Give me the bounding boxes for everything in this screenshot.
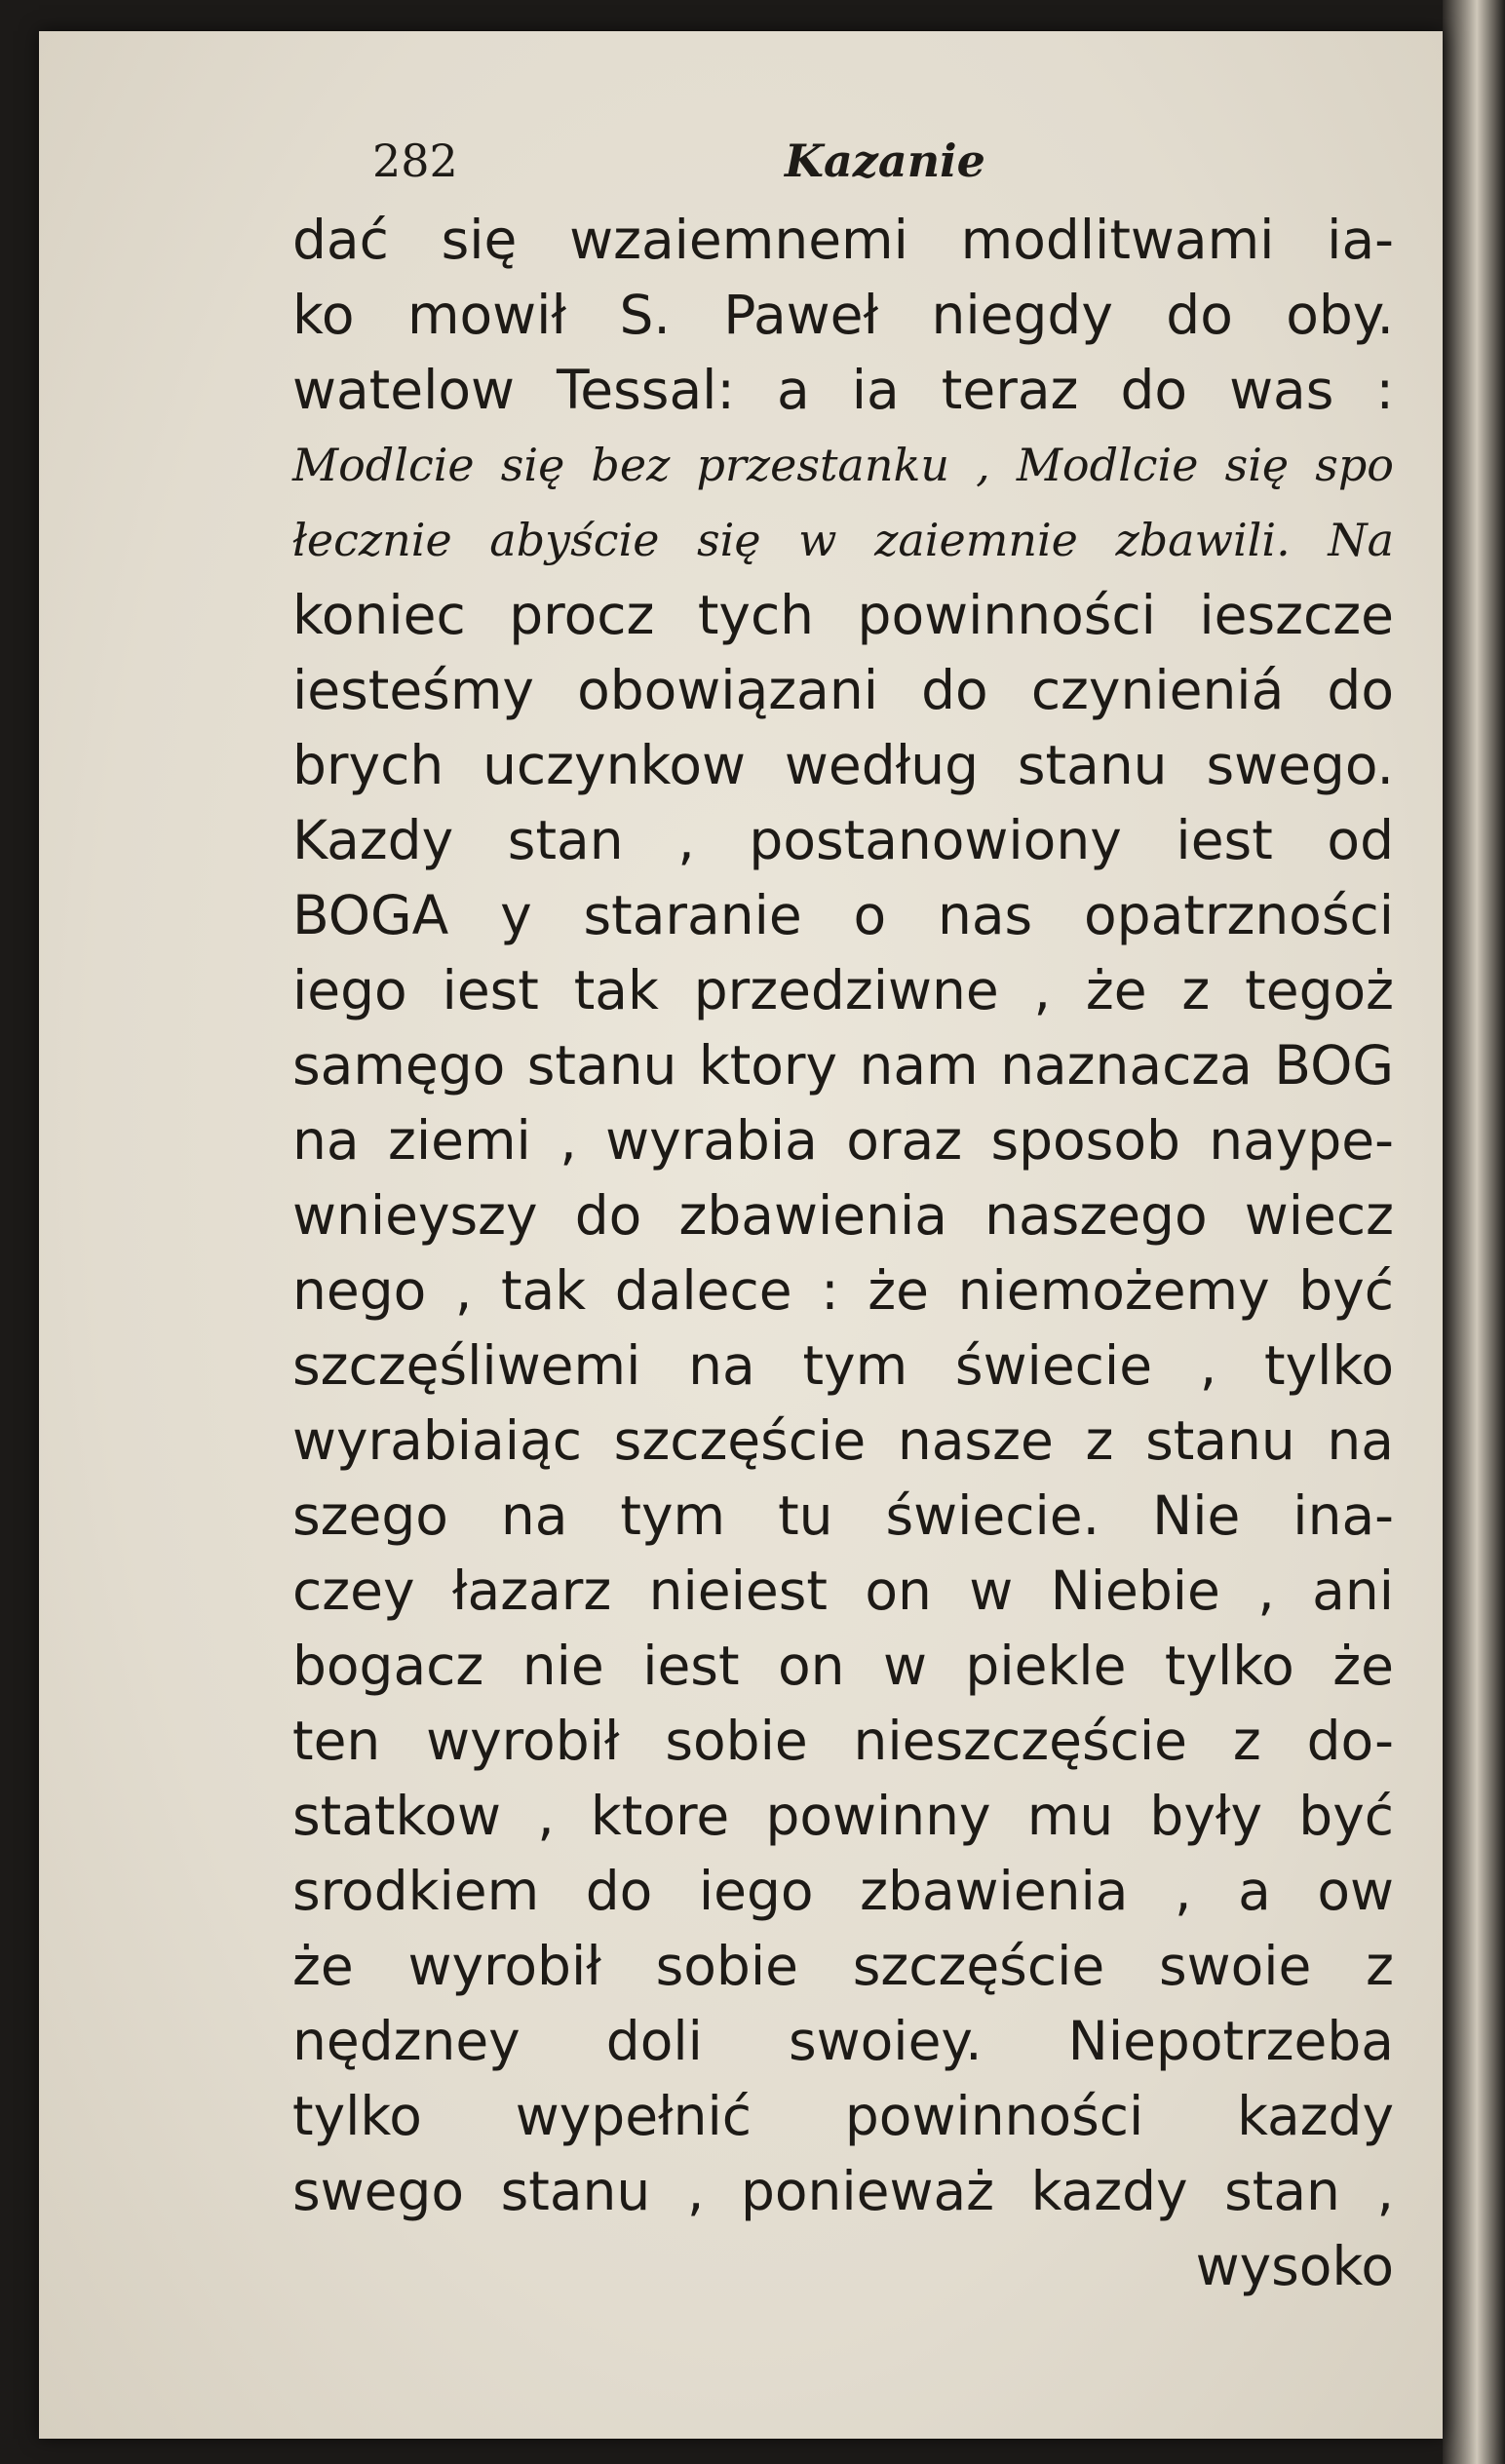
text-line: statkow , ktore powinny mu były być <box>292 1785 1394 1847</box>
text-line: dać się wzaiemnemi modlitwami ia- <box>292 209 1394 271</box>
italic-quote-line: Modlcie się bez przestanku , Modlcie się spo <box>292 439 1394 491</box>
catchword: wysoko <box>1195 2235 1394 2297</box>
text-line: iego iest tak przedziwne , że z tegoż <box>292 959 1394 1021</box>
text-line: czey łazarz nieiest on w Niebie , ani <box>292 1559 1394 1622</box>
text-line: koniec procz tych powinności ieszcze <box>292 584 1394 646</box>
text-line: iesteśmy obowiązani do czynieniá do <box>292 659 1394 721</box>
text-line: wnieyszy do zbawienia naszego wiecz <box>292 1184 1394 1247</box>
text-line: samęgo stanu ktory nam naznacza BOG <box>292 1034 1394 1097</box>
text-line: szego na tym tu świecie. Nie ina- <box>292 1484 1394 1547</box>
text-line: szczęśliwemi na tym świecie , tylko <box>292 1334 1394 1397</box>
text-line: ten wyrobił sobie nieszczęście z do- <box>292 1710 1394 1772</box>
text-line: swego stanu , ponieważ kazdy stan , <box>292 2160 1394 2222</box>
italic-quote-line: łecznie abyście się w zaiemnie zbawili. Na <box>292 514 1394 566</box>
body-text <box>292 203 1394 2304</box>
page-number: 282 <box>372 135 458 187</box>
text-line: na ziemi , wyrabia oraz sposob naype- <box>292 1109 1394 1172</box>
text-line: Kazdy stan , postanowiony iest od <box>292 809 1394 871</box>
text-line: wyrabiaiąc szczęście nasze z stanu na <box>292 1409 1394 1472</box>
text-line: że wyrobił sobie szczęście swoie z <box>292 1935 1394 1997</box>
page-header <box>292 135 985 203</box>
text-line: BOGA y staranie o nas opatrzności <box>292 884 1394 946</box>
text-line: watelow Tessal: a ia teraz do was : <box>292 359 1394 421</box>
running-head: Kazanie <box>785 135 985 187</box>
text-line: tylko wypełnić powinności kazdy <box>292 2085 1394 2147</box>
text-line: srodkiem do iego zbawienia , a ow <box>292 1860 1394 1922</box>
text-line: bogacz nie iest on w piekle tylko że <box>292 1635 1394 1697</box>
text-line: brych uczynkow według stanu swego. <box>292 734 1394 796</box>
text-line: ko mowił S. Paweł niegdy do oby. <box>292 284 1394 346</box>
text-line: nędzney doli swoiey. Niepotrzeba <box>292 2010 1394 2072</box>
book-gutter <box>1443 0 1505 2464</box>
text-line: nego , tak dalece : że niemożemy być <box>292 1259 1394 1322</box>
